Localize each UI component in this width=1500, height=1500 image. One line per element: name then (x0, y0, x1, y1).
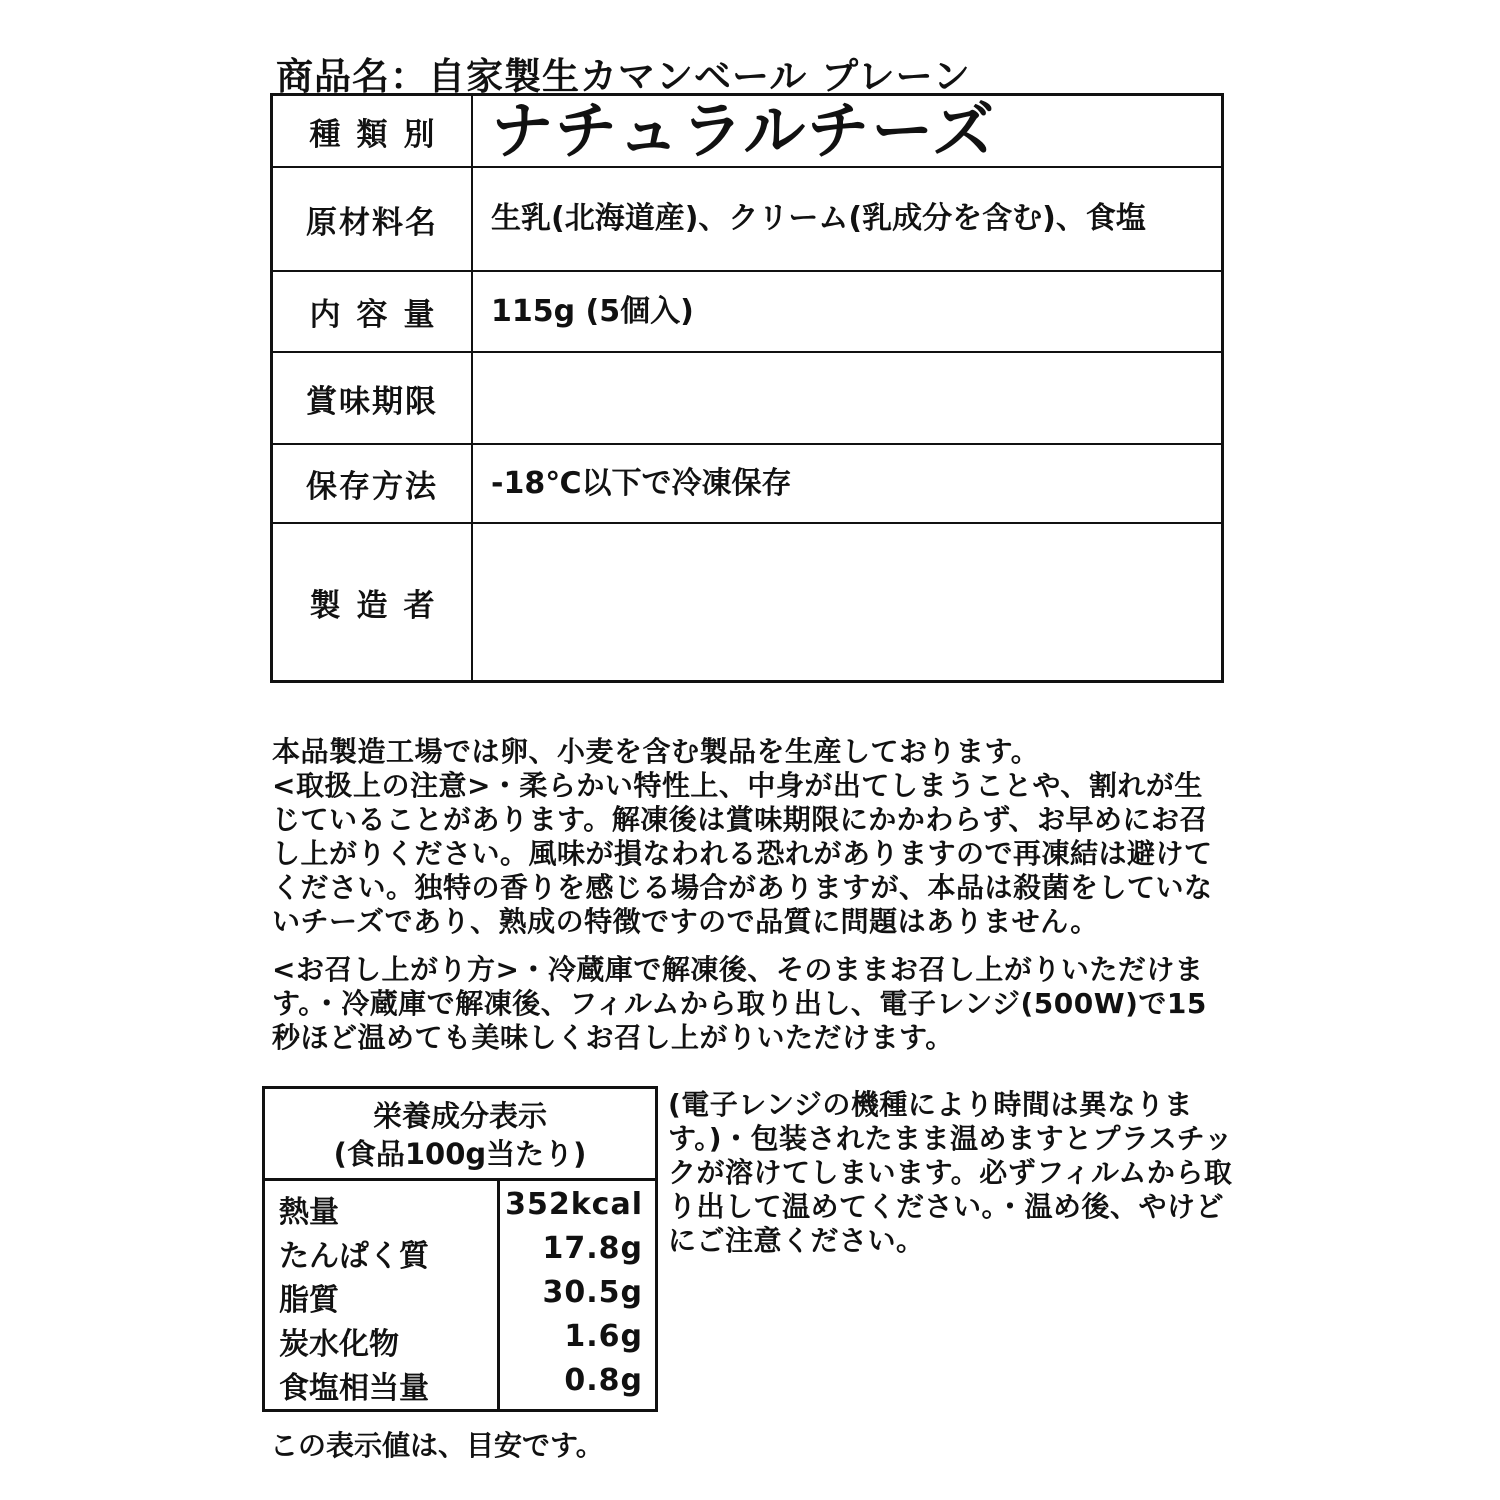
spec-value-storage: -18℃以下で冷凍保存 (491, 465, 792, 501)
nutrient-value: 0.8g (564, 1363, 643, 1398)
spec-value-best-before (491, 353, 1201, 443)
nutrient-name: 食塩相当量 (279, 1371, 429, 1406)
spec-label-storage: 保存方法 (273, 445, 473, 522)
serving-instructions: <お召し上がり方>・冷蔵庫で解凍後、そのままお召し上がりいただけます。・冷蔵庫で解凍後、フィルムから取り出し、電子レンジ(500W)で15秒ほど温めても美味しくお召し上がりいただけます。 (272, 953, 1207, 1054)
spec-row-manufacturer (273, 524, 1221, 680)
spec-value-ingredients: 生乳(北海道産)、クリーム(乳成分を含む)、食塩 (491, 201, 1146, 236)
spec-row-quantity (273, 272, 1221, 353)
nutrient-value: 1.6g (564, 1319, 643, 1354)
nutrient-name: 炭水化物 (279, 1327, 399, 1362)
product-title: 商品名：自家製生カマンベール プレーン (276, 55, 971, 98)
spec-label-manufacturer: 製造者 (273, 524, 473, 680)
spec-row-ingredients (273, 168, 1221, 272)
spec-label-best-before: 賞味期限 (273, 353, 473, 443)
nutrient-value: 352kcal (505, 1187, 643, 1222)
nutrition-row (265, 1363, 655, 1407)
nutrition-footnote: この表示値は、目安です。 (270, 1429, 604, 1462)
handling-notice: <取扱上の注意>・柔らかい特性上、中身が出てしまうことや、割れが生じていることがあります。解凍後は賞味期限にかかわらず、お早めにお召し上がりください。風味が損なわれる恐れがありますので再凍結は避けてください。独特の香りを感じる場合がありますが、本品は殺菌をしていないチーズであり、熟成の特徴ですので品質に問題はありません。 (272, 769, 1213, 938)
nutrient-name: たんぱく質 (279, 1239, 429, 1274)
spec-row-storage (273, 445, 1221, 524)
spec-label-ingredients: 原材料名 (273, 168, 473, 270)
spec-label-type: 種類別 (273, 96, 473, 166)
spec-row-type (273, 96, 1221, 168)
spec-value-quantity: 115g (5個入) (491, 293, 694, 329)
nutrition-title: 栄養成分表示 (372, 1099, 547, 1133)
nutrient-value: 17.8g (542, 1231, 643, 1266)
nutrition-row (265, 1187, 655, 1231)
nutrition-row (265, 1319, 655, 1363)
nutrient-name: 熱量 (279, 1195, 339, 1230)
product-spec-table (270, 93, 1224, 683)
nutrient-name: 脂質 (279, 1283, 339, 1318)
nutrition-basis: (食品100g当たり) (333, 1137, 587, 1171)
spec-value-manufacturer (491, 524, 1201, 680)
spec-label-quantity: 内容量 (273, 272, 473, 351)
nutrition-facts-table (262, 1086, 658, 1412)
nutrition-header (265, 1089, 655, 1181)
nutrition-row (265, 1231, 655, 1275)
microwave-caution: (電子レンジの機種により時間は異なります。)・包装されたまま温めますとプラスチックが溶けてしまいます。必ずフィルムから取り出して温めてください。・温め後、やけどにご注意ください。 (668, 1088, 1233, 1257)
nutrition-row (265, 1275, 655, 1319)
allergen-notice: 本品製造工場では卵、小麦を含む製品を生産しております。 (272, 735, 1040, 768)
spec-value-type: ナチュラルチーズ (491, 94, 997, 167)
spec-row-best-before (273, 353, 1221, 445)
nutrient-value: 30.5g (542, 1275, 643, 1310)
notes-section (272, 735, 1217, 1055)
